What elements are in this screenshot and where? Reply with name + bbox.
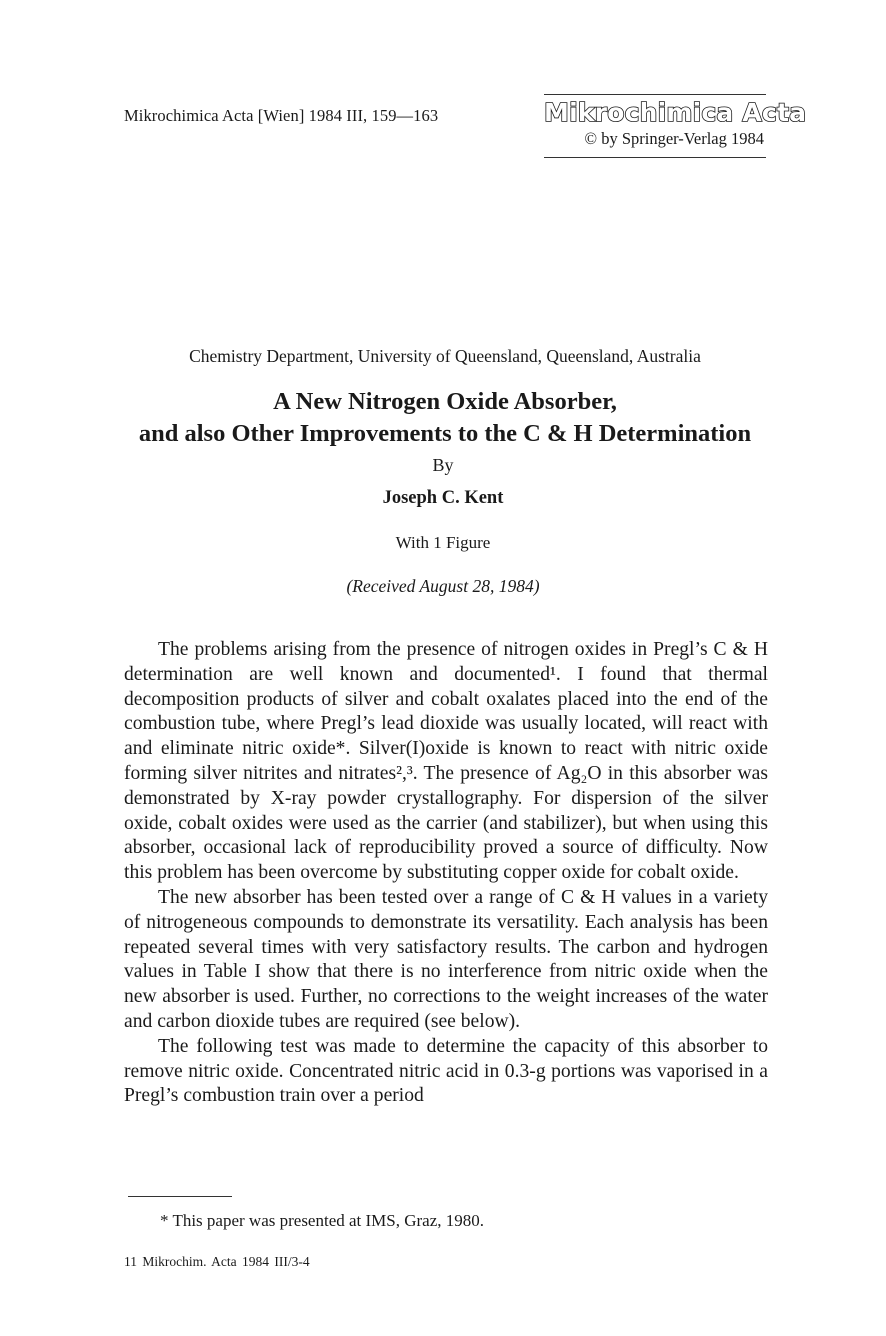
journal-masthead bbox=[544, 94, 807, 158]
author-name: Joseph C. Kent bbox=[382, 488, 504, 508]
body-paragraph-3: The following test was made to determine the capacity of this absorber to remove nitric oxide. Concentrated nitric acid in 0.3-g portions was vaporised in a Pregl’s combustion train over a period bbox=[124, 1035, 768, 1107]
figure-count: With 1 Figure bbox=[395, 533, 491, 552]
byline-by: By bbox=[432, 455, 454, 475]
article-title bbox=[100, 386, 790, 450]
copyright-notice: © by Springer-Verlag 1984 bbox=[584, 129, 764, 148]
author-affiliation: Chemistry Department, University of Queensland, Queensland, Australia bbox=[189, 346, 701, 366]
masthead-bottom-rule bbox=[544, 157, 766, 158]
journal-citation: Mikrochimica Acta [Wien] 1984 III, 159—163 bbox=[124, 106, 439, 125]
body-paragraph-2: The new absorber has been tested over a range of C & H values in a variety of nitrogeneous compounds to demonstrate its versatility. Each analysis has been repeated several times with very satisfactory results. The carbon and hydrogen values in Table I show that there is no interference from nitric oxide when the new absorber is used. Further, no corrections to the weight increases of the water and carbon dioxide tubes are required (see below). bbox=[124, 886, 768, 1032]
body-text bbox=[124, 638, 768, 1109]
footnote: * This paper was presented at IMS, Graz, 1980. bbox=[160, 1211, 485, 1230]
footnote-separator bbox=[128, 1196, 232, 1197]
body-paragraph-1: The problems arising from the presence of nitrogen oxides in Pregl’s C & H determination are well known and documented¹. I found that thermal decomposition products of silver and cobalt oxalates placed into the end of the combustion tube, where Pregl’s lead dioxide was usually located, will react with and eliminate nitric oxide*. Silver(I)oxide is known to react with nitric oxide forming silver nitrites and nitrates²,³. The presence of Ag₂O in this absorber was demonstrated by X-ray powder crystallography. For dispersion of the silver oxide, cobalt oxides were used as the carrier (and stabilizer), but when using this absorber, occasional lack of reproducibility proved a source of difficulty. Now this problem has been overcome by substituting copper oxide for cobalt oxide. bbox=[124, 639, 768, 884]
title-line-2: and also Other Improvements to the C & H Determination bbox=[138, 420, 752, 447]
masthead-top-rule bbox=[544, 94, 766, 95]
received-date: (Received August 28, 1984) bbox=[346, 576, 540, 596]
page-footer: 11 Mikrochim. Acta 1984 III/3-4 bbox=[124, 1254, 310, 1269]
title-line-1: A New Nitrogen Oxide Absorber, bbox=[273, 388, 617, 415]
journal-logo: Mikrochimica Acta bbox=[544, 98, 807, 127]
